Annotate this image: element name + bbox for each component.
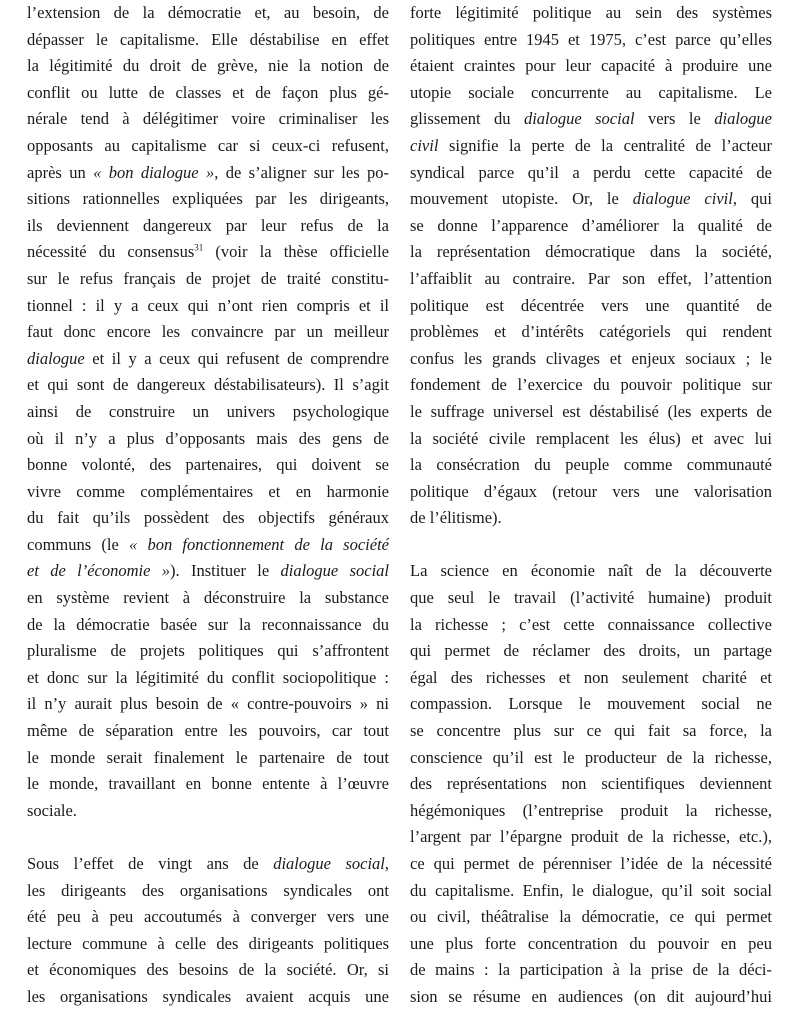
footnote-ref: 31 [194,242,204,253]
text-line: qui permet de réclamer des droits, un partage [410,641,772,661]
right-paragraph-1 [410,0,772,532]
text-line: Sous l’effet de vingt ans de dialogue social, [27,854,389,873]
text-line: la richesse ; c’est cette connaissance collective [410,614,772,634]
text-line: fondement de l’exercice du pouvoir politique sur [410,375,772,395]
text-line: politiques entre 1945 et 1975, c’est parce qu’elles [410,29,772,49]
text-line: et économiques des besoins de la société. Or, si [27,960,389,980]
text-line: en système revient à déconstruire la substance [27,588,389,608]
text-line: des représentations non scientifiques deviennent [410,774,772,794]
italic-run: dialogue [27,348,85,368]
text-line: tionnel : il y a ceux qui n’ont rien compris et il [27,295,389,315]
text-line: dépasser le capitalisme. Elle déstabilise en effet [27,29,389,49]
text-line: sur le refus français de projet de traité constitu- [27,268,389,288]
text-line: l’affaiblit au contraire. Par son effet, l’attention [410,268,772,288]
text-line: opposants au capitalisme car si ceux-ci refusent, [27,135,389,155]
text-line: sociale. [27,800,77,820]
text-line: l’extension de la démocratie et, au besoin, de [27,3,389,22]
text-line: faut donc encore les convaincre par un meilleur [27,322,389,342]
text-line: été peu à peu accoutumés à converger vers une [27,907,389,927]
text-line: confus les grands clivages et enjeux sociaux ; le [410,348,772,368]
text-line: égal des richesses et non seulement charité et [410,667,772,687]
right-paragraph-2 [410,558,772,1010]
left-paragraph-1 [27,0,389,824]
text-line: de la démocratie basée sur la reconnaissance du [27,614,389,634]
paragraph-gap [27,824,389,851]
italic-run: dialogue [714,109,772,129]
text-line: mouvement utopiste. Or, le dialogue civil, qui [410,189,772,209]
text-line: nécessité du consensus$^{31}$ (voir la thèse officielle [27,242,389,262]
paragraph-gap [410,532,772,559]
left-paragraph-2 [27,851,389,1011]
text-line: étaient craintes pour leur capacité à produire une [410,56,772,76]
italic-run: dialogue social [523,109,635,129]
text-line: de mains : la participation à la prise de la déci- [410,960,772,980]
text-line: conscience qu’il est le producteur de la richesse, [410,747,772,767]
text-line: la consécration du peuple comme communauté [410,455,772,475]
text-line: pluralisme de projets politiques qui s’affrontent [27,641,389,661]
text-line: forte légitimité politique au sein des systèmes [410,3,772,22]
text-line: glissement du dialogue social vers le dialogue [410,109,772,129]
text-line: civil signifie la perte de la centralité de l’acteur [410,135,772,155]
text-line: du fait qu’ils possèdent des objectifs généraux [27,508,389,528]
left-column [27,0,389,1011]
text-line: hégémoniques (l’entreprise produit la richesse, [410,800,772,820]
text-line: de l’élitisme). [410,508,502,528]
italic-run: et de l’économie » [27,561,171,581]
italic-run: dialogue civil [632,189,733,209]
text-line: bonne volonté, des partenaires, qui doivent se [27,455,389,475]
text-line: la légitimité du droit de grève, nie la notion de [27,56,389,76]
text-line: le monde, travaillant en bonne entente à l’œuvre [27,774,389,794]
text-line: se donne l’apparence d’améliorer la qualité de [410,215,772,235]
text-line: les dirigeants des organisations syndicales ont [27,880,389,900]
text-line: communs (le « bon fonctionnement de la société [27,534,389,554]
italic-run: dialogue social [280,561,389,581]
text-line: la société civile remplacent les élus) et avec lui [410,428,772,448]
italic-run: « bon fonctionnement de la société [129,534,389,554]
text-line: après un « bon dialogue », de s’aligner sur les po- [27,162,389,182]
text-line: sion se résume en audiences (on dit aujourd’hui [410,986,772,1006]
text-line: syndical parce qu’il a perdu cette capacité de [410,162,772,182]
right-column [410,0,772,1011]
text-line: l’argent par l’épargne produit de la richesse, etc.), [410,827,772,847]
text-line: ce qui permet de pérenniser l’idée de la nécessité [410,854,772,873]
italic-run: civil [410,135,439,155]
text-line: La science en économie naît de la découverte [410,561,772,581]
text-line: lecture commune à celle des dirigeants politiques [27,933,389,953]
text-line: le monde serait finalement le partenaire de tout [27,747,389,767]
text-line: où il n’y a plus d’opposants mais des gens de [27,428,389,448]
text-line: compassion. Lorsque le mouvement social ne [410,694,772,714]
text-line: conflit ou lutte de classes et de façon plus gé- [27,82,389,102]
text-line: le suffrage universel est déstabilisé (les experts de [410,401,772,421]
text-line: et de l’économie »). Instituer le dialogue social [27,561,389,581]
text-line: et donc sur la légitimité du conflit sociopolitique : [27,667,389,687]
text-line: politique d’égaux (retour vers une valorisation [410,481,772,501]
text-line: sitions rationnelles expliquées par les dirigeants, [27,189,389,209]
text-line: il n’y aurait plus besoin de « contre-pouvoirs » ni [27,694,389,714]
text-line: problèmes et d’intérêts catégoriels qui rendent [410,322,772,342]
text-line: que seul le travail (l’activité humaine) produit [410,588,772,608]
text-line: les organisations syndicales avaient acquis une [27,986,389,1006]
italic-run: dialogue social [273,854,385,873]
text-line: la représentation démocratique dans la société, [410,242,772,262]
text-line: dialogue et il y a ceux qui refusent de comprendre [27,348,389,368]
text-line: utopie sociale concurrente au capitalisme. Le [410,82,772,102]
text-line: se concentre plus sur ce qui fait sa force, la [410,721,772,741]
text-line: ils deviennent dangereux par leur refus de la [27,215,389,235]
text-line: et qui sont de dangereux déstabilisateurs). Il s’agit [27,375,389,395]
text-line: nérale tend à délégitimer voire criminaliser les [27,109,389,129]
text-line: même de séparation entre les pouvoirs, car tout [27,721,389,741]
italic-run: « bon dialogue » [93,162,215,182]
text-line: ainsi de construire un univers psychologique [27,401,389,421]
text-line: vivre comme complémentaires et en harmonie [27,481,389,501]
text-line: une plus forte concentration du pouvoir en peu [410,933,772,953]
text-line: du capitalisme. Enfin, le dialogue, qu’il soit social [410,880,772,900]
text-line: ou civil, théâtralise la démocratie, ce qui permet [410,907,772,927]
text-line: politique est décentrée vers une quantité de [410,295,772,315]
